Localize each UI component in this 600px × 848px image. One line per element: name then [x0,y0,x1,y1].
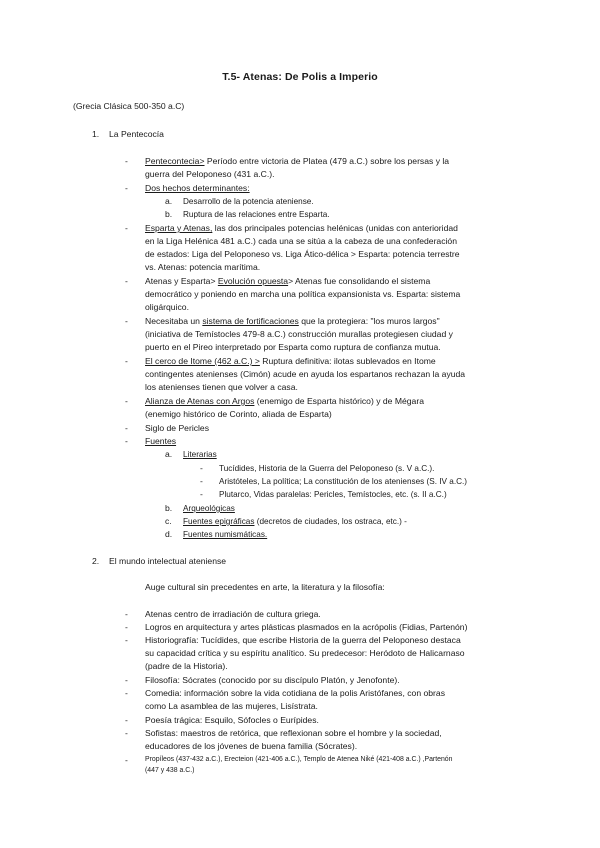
bullet-marker: - [125,223,128,233]
sub-letter: b. [165,503,173,513]
list-item-continuation: contingentes atenienses (Cimón) acude en ayuda los espartanos rechazan la ayuda [145,369,466,379]
list-item-continuation: (iniciativa de Temístocles 479-8 a.C.) construcción murallas protegiesen ciudad y [145,329,453,339]
term-link: El cerco de Itome (462 a.C.) > [145,356,260,366]
bullet-marker: - [125,423,128,433]
sub-letter: c. [165,516,172,526]
term-link: Alianza de Atenas con Argos [145,396,255,406]
list-item: Pentecontecia> Período entre victoria de Platea (479 a.C.) sobre los persas y la [145,156,450,166]
bullet-marker: - [125,755,128,765]
list-item: Siglo de Pericles [145,423,210,433]
list-item: Necesitaba un sistema de fortificaciones que la protegiera: "los muros largos" [145,316,440,326]
list-item-continuation: guerra del Peloponeso (431 a.C.). [145,169,275,179]
term-link: Esparta y Atenas, [145,223,213,233]
bullet-marker: - [125,183,128,193]
section-intro: Auge cultural sin precedentes en arte, la literatura y la filosofía: [145,582,385,592]
list-item: El cerco de Itome (462 a.C.) > Ruptura definitiva: ilotas sublevados en Itome [145,356,436,366]
list-item-continuation: de estados: Liga del Peloponeso vs. Liga Ático-délica > Esparta: potencia terrestre [145,249,460,259]
list-item-continuation: vs. Atenas: potencia marítima. [145,262,261,272]
bullet-marker: - [125,436,128,446]
list-item: Atenas centro de irradiación de cultura griega. [145,609,321,619]
bullet-marker: - [200,463,203,473]
list-item: Logros en arquitectura y artes plásticas plasmados en la acrópolis (Fidias, Partenón) [145,622,468,632]
sub-letter: a. [165,196,173,206]
term-link: sistema de fortificaciones [202,316,299,326]
list-item-continuation: su capacidad crítica y su espíritu analítico. Su predecesor: Heródoto de Halicarnaso [145,648,465,658]
list-item: Sofistas: maestros de retórica, que reflexionan sobre el hombre y la sociedad, [145,728,442,738]
nested-item: Aristóteles, La política; La constitución de los atenienses (S. IV a.C.) [219,477,468,486]
list-item-continuation: puerto en el Pireo interpretado por Esparta como ruptura de confianza mutua. [145,342,441,352]
bullet-marker: - [125,622,128,632]
section-2-heading: El mundo intelectual ateniense [109,556,227,566]
subtitle: (Grecia Clásica 500-350 a.C) [73,101,185,111]
nested-item: Plutarco, Vidas paralelas: Pericles, Temístocles, etc. (s. II a.C.) [219,490,447,499]
section-2-number: 2. [92,556,100,566]
bullet-marker: - [200,476,203,486]
list-item: Dos hechos determinantes: [145,183,250,193]
list-item-continuation: (enemigo histórico de Corinto, aliada de Esparta) [145,409,332,419]
sub-letter: a. [165,449,173,459]
bullet-marker: - [125,156,128,166]
bullet-marker: - [125,356,128,366]
nested-item: Tucídides, Historia de la Guerra del Peloponeso (s. V a.C.). [219,464,435,473]
sub-item: Fuentes epigráficas (decretos de ciudades, los ostraca, etc.) - [183,517,407,526]
list-item-continuation: como La asamblea de las mujeres, Lisístrata. [145,701,318,711]
bullet-marker: - [125,276,128,286]
term-link: Pentecontecia> [145,156,205,166]
bullet-marker: - [200,489,203,499]
section-1-number: 1. [92,129,100,139]
list-item: Alianza de Atenas con Argos (enemigo de Esparta histórico) y de Mégara [145,396,424,406]
list-item: Propíleos (437-432 a.C.), Erecteion (421-406 a.C.), Templo de Atenea Niké (421-408 a.C.) ,Partenón [145,756,453,763]
sub-item: Desarrollo de la potencia ateniense. [183,197,314,206]
bullet-marker: - [125,635,128,645]
bullet-marker: - [125,728,128,738]
list-item-continuation: los atenienses tienen que volver a casa. [145,382,298,392]
list-item-continuation: democrático y poniendo en marcha una política expansionista vs. Esparta: sistema [145,289,461,299]
sub-item: Literarias [183,450,217,459]
section-1-heading: La Pentecocía [109,129,164,139]
sub-item: Fuentes numismáticas. [183,530,268,539]
list-item: Historiografía: Tucídides, que escribe Historia de la guerra del Peloponeso destaca [145,635,461,645]
list-item: Filosofía: Sócrates (conocido por su discípulo Platón, y Jenofonte). [145,675,400,685]
list-item: Atenas y Esparta> Evolución opuesta> Atenas fue consolidando el sistema [145,276,431,286]
list-item-continuation: en la Liga Helénica 481 a.C.) cada una se sitúa a la cabeza de una confederación [145,236,457,246]
list-item: Esparta y Atenas, las dos principales potencias helénicas (unidas con anterioridad [145,223,458,233]
bullet-marker: - [125,715,128,725]
sub-item: Arqueológicas [183,504,235,513]
sub-letter: b. [165,209,173,219]
list-item-continuation: educadores de los jóvenes de buena familia (Sócrates). [145,741,358,751]
bullet-marker: - [125,316,128,326]
list-item-continuation: (447 y 438 a.C.) [145,767,195,774]
sub-letter: d. [165,529,173,539]
bullet-marker: - [125,688,128,698]
list-item-continuation: (padre de la Historia). [145,661,228,671]
page-title: T.5- Atenas: De Polis a Imperio [222,71,378,83]
list-item: Poesía trágica: Esquilo, Sófocles o Eurípides. [145,715,319,725]
sub-item: Ruptura de las relaciones entre Esparta. [183,210,330,219]
list-item: Fuentes [145,436,177,446]
bullet-marker: - [125,675,128,685]
term-link: Evolución opuesta [217,276,289,286]
bullet-marker: - [125,609,128,619]
list-item-continuation: oligárquico. [145,302,189,312]
bullet-marker: - [125,396,128,406]
list-item: Comedia: información sobre la vida cotidiana de la polis Aristófanes, con obras [145,688,445,698]
